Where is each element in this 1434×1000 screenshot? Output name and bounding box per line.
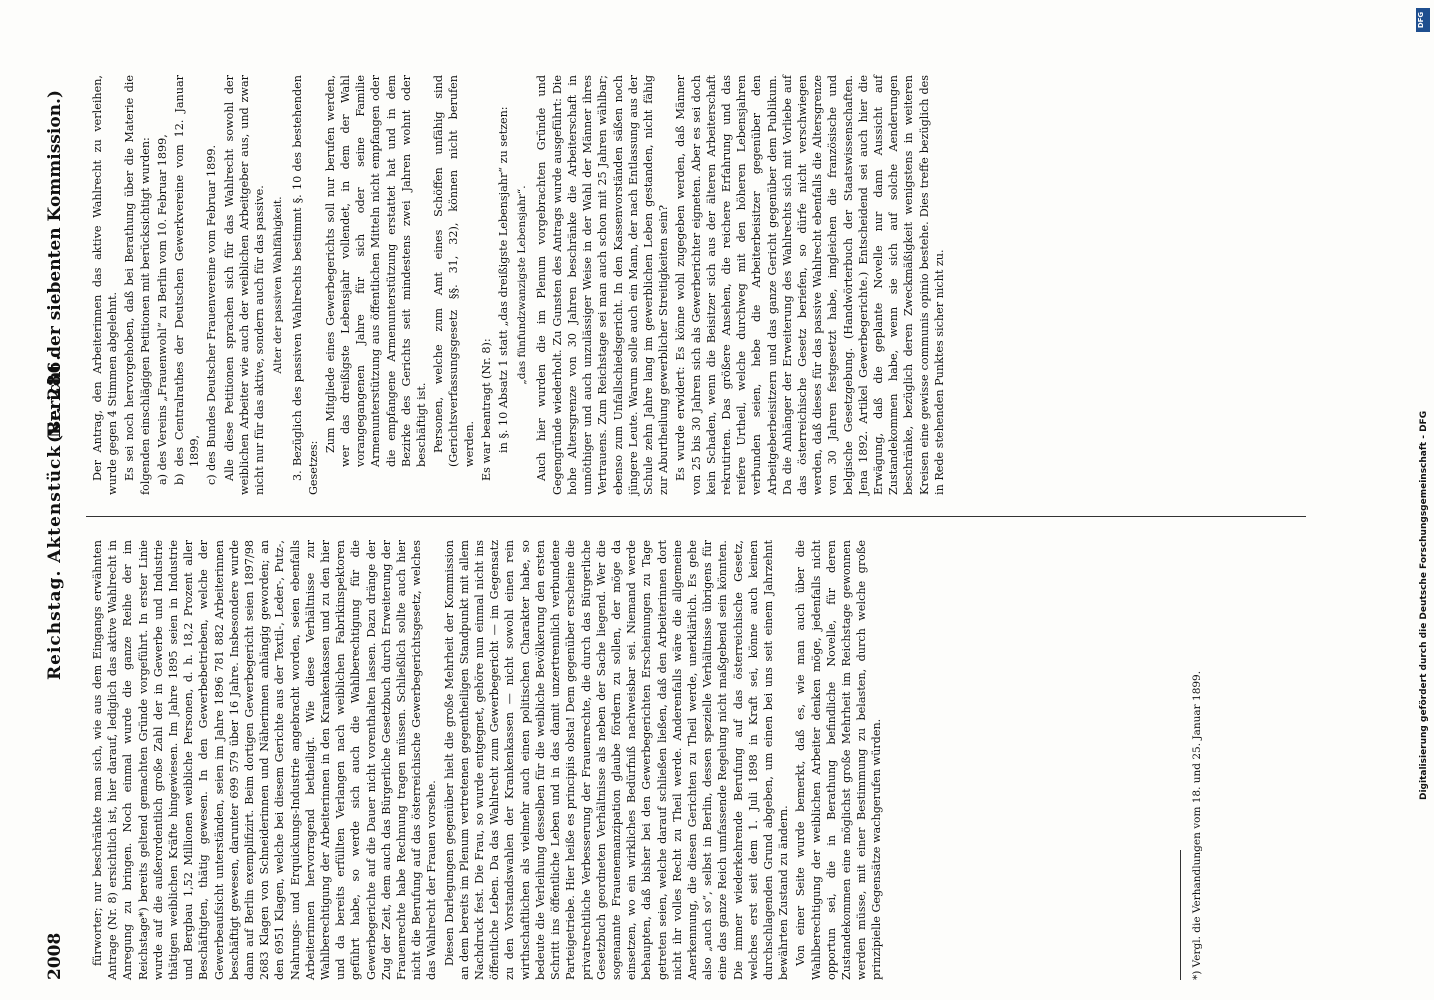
paragraph: Es wurde erwidert: Es könne wohl zugegeben werden, daß Männer von 25 bis 30 Jahren sich als Gewerberichter eigneten. Aber es sei doch kein Schaden, wenn die Beisitzer sich aus der älteren Arbeiterschaft rekrutirten. Das größere Ansehen, die reichere Erfahrung und das reifere Urtheil, welche durchweg mit den höheren Lebensjahren verbunden seien, hebe die Arbeiterbeisitzer gegenüber den Arbeitgeberbeisitzern und das ganze Gericht gegenüber dem Publikum. Da die Anhänger der Erweiterung des Wahlrechts sich mit Vorliebe auf das österreichische Gesetz beriefen, so dürfe nicht verschwiegen werden, daß dieses für das passive Wahlrecht ebenfalls die Altersgrenze von 30 Jahren festgesetzt habe, imgleichen die französische und belgische Gesetzgebung. (Handwörterbuch der Staatswissenschaften. Jena 1892. Artikel Gewerbegerichte.) Entscheidend sei auch hier die Erwägung, daß die geplante Novelle nur dann Aussicht auf Zustandekommen habe, wenn sie sich auf solche Aenderungen beschränke, bezüglich deren Zweckmäßigkeit wenigstens in weiteren Kreisen eine gewisse communis opinio bestehe. Dies treffe bezüglich des in Rede stehenden Punktes sicher nicht zu.: [674, 75, 946, 495]
paragraph: Von einer Seite wurde bemerkt, daß es, wie man auch über die Wahlberechtigung der weiblichen Arbeiter denken möge, jedenfalls nicht opportun sei, die in Berathung befindliche Novelle, für deren Zustandekommen eine möglichst große Mehrheit im Reichstage gewonnen werden müsse, mit einer Bestimmung zu belasten, durch welche große prinzipielle Gegensätze wachgerufen würden.: [794, 540, 884, 980]
quoted-law: Zum Mitgliede eines Gewerbegerichts soll nur berufen werden, wer das dreißigste Lebensjahr vollendet, in dem der Wahl vorangegangenen Jahre für sich oder seine Familie Armenunterstützung aus öffentlichen Mitteln nicht empfangen oder die empfangene Armenunterstützung erstattet hat und in dem Bezirke des Gerichts seit mindestens zwei Jahren wohnt oder beschäftigt ist.: [323, 75, 429, 467]
motion-quote: „das fünfundzwanzigste Lebensjahr“.: [516, 185, 529, 385]
report-title: (Bericht der siebenten Kommission.): [45, 90, 65, 443]
page-header: [45, 60, 75, 980]
paragraph: Diesen Darlegungen gegenüber hielt die große Mehrheit der Kommission an dem bereits im Plenum vertretenen gegentheiligen Standpunkt mit allem Nachdruck fest. Die Frau, so wurde entgegnet, gehöre nun einmal nicht ins öffentliche Leben. Da das Wahlrecht zum Gewerbegericht — im Gegensatz zu den Vorstandswahlen der Krankenkassen — nicht sowohl einen rein wirthschaftlichen als vielmehr auch einen politischen Charakter habe, so bedeute die Verleihung desselben für die weibliche Bevölkerung den ersten Schritt ins öffentliche Leben und in das damit unzertrennlich verbundene Parteigetriebe. Hier heiße es principiis obsta! Dem gegenüber erscheine die privatrechtliche Verbesserung der Frauenrechte, die durch das Bürgerliche Gesetzbuch geordneten Verhältnisse als neben der Sache liegend. Wer die sogenannte Frauenemanzipation glaube fördern zu sollen, der möge da einsetzen, wo ein wirkliches Bedürfniß nachweisbar sei. Niemand werde behaupten, daß bisher bei den Gewerbegerichten Erscheinungen zu Tage getreten seien, welche darauf schließen ließen, daß den Arbeiterinnen dort nicht ihr volles Recht zu Theil werde. Anderenfalls wäre die allgemeine Anerkennung, die diesen Gerichten zu Theil werde, unerklärlich. Es gehe also „auch so“, selbst in Berlin, dessen spezielle Verhältnisse übrigens für eine das ganze Reich umfassende Regelung nicht maßgebend sein könnten. Die immer wiederkehrende Berufung auf das österreichische Gesetz, welches erst seit dem 1. Juli 1898 in Kraft sei, könne auch keinen durchschlagenden Grund abgeben, um einen bei uns seit einem Jahrzehnt bewährten Zustand zu ändern.: [442, 540, 791, 980]
dfg-logo-text: DFG: [1417, 11, 1426, 29]
page-number: 2008: [45, 932, 65, 980]
digitization-credit: [1419, 40, 1433, 800]
document-title: Reichstag. Aktenstück Nr. 286.: [45, 353, 65, 680]
petition-item: a) des Vereins „Frauenwohl“ zu Berlin vom 10. Februar 1899,: [155, 134, 169, 485]
dfg-logo: [1416, 8, 1430, 32]
footnote-rule: [1180, 850, 1181, 980]
paragraph: Es war beantragt (Nr. 8):: [479, 338, 493, 481]
motion-text: in §. 10 Absatz 1 statt „das dreißigste Lebensjahr“ zu setzen:: [497, 106, 511, 453]
footnote: *) Vergl. die Verhandlungen vom 18. und 25. Januar 1899.: [1191, 670, 1203, 980]
paragraph: Alle diese Petitionen sprachen sich für das Wahlrecht sowohl der weiblichen Arbeiter wie auch der weiblichen Arbeitgeber aus, und zwar nicht nur für das aktive, sondern auch für das passive.: [222, 75, 267, 495]
quoted-law: Personen, welche zum Amt eines Schöffen unfähig sind (Gerichtsverfassungsgesetz §§. 31, 32), können nicht berufen werden.: [432, 75, 476, 467]
left-column: [90, 540, 887, 980]
column-divider: [86, 516, 1306, 517]
paragraph: 3. Bezüglich des passiven Wahlrechts bestimmt §. 10 des bestehenden Gesetzes:: [291, 75, 320, 495]
paragraph: fürworter; nur beschränkte man sich, wie aus dem Eingangs erwähnten Antrage (Nr. 8) ersichtlich ist, hier darauf, lediglich das aktive Wahlrecht in Anregung zu bringen. Noch einmal wurde die ganze Reihe der im Reichstage*) bereits geltend gemachten Gründe vorgeführt. In erster Linie wurde auf die außerordentlich große Zahl der in Gewerbe und Industrie thätigen weiblichen Kräfte hingewiesen. Im Jahre 1895 seien in Industrie und Bergbau 1,52 Millionen weibliche Personen, d. h. 18,2 Prozent aller Beschäftigten, thätig gewesen. In den Gewerbebetrieben, welche der Gewerbeaufsicht unterständen, seien im Jahre 1896 781 882 Arbeiterinnen beschäftigt gewesen, darunter 699 579 über 16 Jahre. Insbesondere wurde dann auf Berlin exemplifizirt. Beim dortigen Gewerbegericht seien 1897/98 2683 Klagen von Schneiderinnen und Näherinnen anhängig geworden; an den 6951 Klagen, welche bei diesem Gerichte aus der Textil-, Leder-, Putz-, Nahrungs- und Erquickungs-Industrie angebracht worden, seien ebenfalls Arbeiterinnen hervorragend betheiligt. Wie diese Verhältnisse zur Wahlberechtigung der Arbeiterinnen in den Krankenkassen und zu den hier und da bereits erfüllten Verlangen nach weiblichen Fabrikinspektoren geführt habe, so werde sich auch die Wahlberechtigung für die Gewerbegerichte auf die Dauer nicht vorenthalten lassen. Dazu dränge der Zug der Zeit, dem auch das Bürgerliche Gesetzbuch durch Erweiterung der Frauenrechte habe Rechnung tragen müssen. Schließlich sollte auch hier nicht die Berufung auf das österreichische Gewerbegerichtsgesetz, welches das Wahlrecht der Frauen vorsehe.: [91, 540, 439, 980]
section-heading: Alter der passiven Wahlfähigkeit.: [272, 196, 285, 374]
rotated-page-content: [0, 40, 1380, 1000]
paragraph: Der Antrag, den Arbeiterinnen das aktive Wahlrecht zu verleihen, wurde gegen 4 Stimmen abgelehnt.: [91, 75, 120, 495]
paragraph: Auch hier wurden die im Plenum vorgebrachten Gründe und Gegengründe wiederholt. Zu Gunsten des Antrags wurde ausgeführt: Die hohe Altersgrenze von 30 Jahren beschränke die Arbeiterschaft in unnöthiger und auch unzulässiger Weise in der Wahl der Männer ihres Vertrauens. Zum Reichstage sei man auch schon mit 25 Jahren wählbar; ebenso zum Unfallschiedsgericht. In den Kassenvorständen säßen noch jüngere Leute. Warum solle auch ein Mann, der nach Entlassung aus der Schule zehn Jahre lang im gewerblichen Leben gestanden, nicht fähig zur Aburtheilung gewerblicher Streitigkeiten sein?: [535, 75, 671, 495]
petition-item: b) des Centralrathes der Deutschen Gewerkvereine vom 12. Januar 1899,: [173, 75, 202, 485]
digitization-credit-text: Digitalisierung gefördert durch die Deutsche Forschungsgemeinschaft - DFG: [1419, 410, 1429, 800]
right-column: [90, 75, 949, 495]
petition-item: c) des Bundes Deutscher Frauenvereine vom Februar 1899.: [205, 145, 219, 485]
paragraph: Es sei noch hervorgehoben, daß bei Berathung über die Materie die folgenden einschlägigen Petitionen mit berücksichtigt wurden:: [123, 75, 152, 495]
